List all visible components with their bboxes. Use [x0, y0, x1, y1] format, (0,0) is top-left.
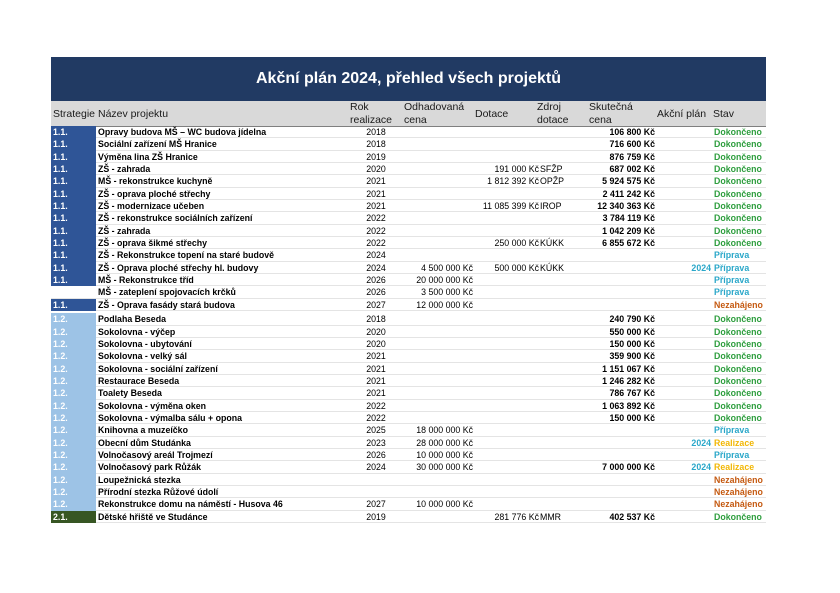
strategy-cell: 1.1. [51, 200, 96, 212]
strategy-cell: 1.2. [51, 326, 96, 338]
year-cell: 2019 [366, 511, 386, 522]
project-name-cell: Toalety Beseda [98, 388, 162, 399]
table-row [51, 286, 766, 298]
status-cell: Dokončeno [714, 213, 762, 224]
table-row [51, 350, 766, 362]
status-cell: Nezahájeno [714, 499, 763, 510]
strategy-cell: 1.2. [51, 350, 96, 362]
estimate-cell: 30 000 000 Kč [416, 462, 473, 473]
strategy-cell: 2.1. [51, 511, 96, 523]
header-year-line2: realizace [350, 114, 393, 126]
project-name-cell: ZŠ - rekonstrukce sociálních zařízení [98, 213, 253, 224]
table-row [51, 175, 766, 187]
year-cell: 2022 [366, 225, 386, 236]
header-estimate-line2: cena [404, 114, 427, 126]
status-cell: Dokončeno [714, 363, 762, 374]
status-cell: Dokončeno [714, 388, 762, 399]
actual-cost-cell: 5 924 575 Kč [602, 176, 655, 187]
year-cell: 2021 [366, 201, 386, 212]
table-row [51, 249, 766, 261]
header-estimate-line1: Odhadovaná [404, 101, 465, 113]
project-name-cell: ZŠ - modernizace učeben [98, 201, 205, 212]
strategy-cell: 1.1. [51, 126, 96, 138]
actual-cost-cell: 786 767 Kč [609, 388, 655, 399]
project-name-cell: MŠ - Rekonstrukce tříd [98, 275, 194, 286]
strategy-cell: 1.1. [51, 249, 96, 261]
strategy-cell: 1.1. [51, 151, 96, 163]
strategy-cell: 1.1. [51, 138, 96, 150]
status-cell: Nezahájeno [714, 474, 763, 485]
source-cell: IROP [540, 201, 562, 212]
year-cell: 2022 [366, 213, 386, 224]
actual-cost-cell: 7 000 000 Kč [602, 462, 655, 473]
page-title: Akční plán 2024, přehled všech projektů [51, 57, 766, 101]
project-name-cell: Rekonstrukce domu na náměstí - Husova 46 [98, 499, 283, 510]
status-cell: Dokončeno [714, 314, 762, 325]
year-cell: 2020 [366, 164, 386, 175]
status-cell: Dokončeno [714, 127, 762, 137]
table-row [51, 151, 766, 163]
source-cell: OPŽP [540, 176, 564, 187]
status-cell: Realizace [714, 462, 755, 473]
strategy-cell: 1.1. [51, 212, 96, 224]
status-cell: Dokončeno [714, 238, 762, 249]
status-cell: Příprava [714, 275, 750, 286]
year-cell: 2022 [366, 412, 386, 423]
actual-cost-cell: 12 340 363 Kč [597, 201, 655, 212]
project-name-cell: Obecní dům Studánka [98, 437, 191, 448]
year-cell: 2021 [366, 363, 386, 374]
table-row [51, 387, 766, 399]
estimate-cell: 10 000 000 Kč [416, 449, 473, 460]
project-name-cell: ZŠ - zahrada [98, 225, 151, 236]
project-name-cell: ZŠ - zahrada [98, 164, 151, 175]
project-name-cell: ZŠ - Oprava fasády stará budova [98, 299, 235, 310]
status-cell: Dokončeno [714, 201, 762, 212]
estimate-cell: 4 500 000 Kč [421, 262, 473, 273]
year-cell: 2024 [366, 262, 386, 273]
strategy-cell: 1.2. [51, 498, 96, 510]
strategy-cell: 1.1. [51, 163, 96, 175]
status-cell: Dokončeno [714, 412, 762, 423]
year-cell: 2018 [366, 139, 386, 150]
status-cell: Dokončeno [714, 225, 762, 236]
year-cell: 2019 [366, 151, 386, 162]
year-cell: 2021 [366, 176, 386, 187]
header-grant: Dotace [475, 108, 509, 120]
status-cell: Dokončeno [714, 338, 762, 349]
year-cell: 2027 [366, 499, 386, 510]
project-name-cell: Volnočasový park Růžák [98, 462, 201, 473]
year-cell: 2021 [366, 351, 386, 362]
table-row [51, 138, 766, 150]
table-row [51, 237, 766, 249]
actual-cost-cell: 1 042 209 Kč [602, 225, 655, 236]
project-name-cell: MŠ - rekonstrukce kuchyně [98, 176, 213, 187]
actual-cost-cell: 150 000 Kč [609, 338, 655, 349]
strategy-cell: 1.2. [51, 474, 96, 486]
year-cell: 2022 [366, 400, 386, 411]
table-row [51, 188, 766, 200]
status-cell: Dokončeno [714, 375, 762, 386]
status-cell: Dokončeno [714, 139, 762, 150]
grant-cell: 281 776 Kč [494, 511, 539, 522]
header-project: Název projektu [98, 108, 169, 120]
table-row [51, 449, 766, 461]
project-name-cell: Výměna lina ZŠ Hranice [98, 151, 198, 162]
year-cell: 2020 [366, 338, 386, 349]
actual-cost-cell: 876 759 Kč [609, 151, 655, 162]
table-row [51, 486, 766, 498]
estimate-cell: 20 000 000 Kč [416, 275, 473, 286]
table-row [51, 274, 766, 286]
table-row [51, 474, 766, 486]
year-cell: 2026 [366, 275, 386, 286]
grant-cell: 11 085 399 Kč [482, 201, 539, 212]
table-row [51, 424, 766, 436]
strategy-cell: 1.2. [51, 449, 96, 461]
status-cell: Dokončeno [714, 326, 762, 337]
strategy-cell: 1.2. [51, 338, 96, 350]
project-name-cell: Sokolovna - sociální zařízení [98, 363, 218, 374]
project-name-cell: Sokolovna - výměna oken [98, 400, 207, 411]
table-row [51, 163, 766, 175]
actual-cost-cell: 2 411 242 Kč [602, 188, 655, 199]
header-actual-line1: Skutečná [589, 101, 633, 113]
table-row [51, 511, 766, 523]
project-name-cell: Přírodní stezka Růžové údolí [98, 486, 219, 497]
table-row [51, 338, 766, 350]
actual-cost-cell: 6 855 672 Kč [602, 238, 655, 249]
project-name-cell: Podlaha Beseda [98, 314, 166, 325]
year-cell: 2021 [366, 375, 386, 386]
source-cell: KÚKK [540, 262, 564, 273]
estimate-cell: 12 000 000 Kč [416, 299, 473, 310]
project-name-cell: Dětské hřiště ve Studánce [98, 511, 208, 522]
actual-cost-cell: 402 537 Kč [609, 511, 655, 522]
actual-cost-cell: 550 000 Kč [609, 326, 655, 337]
year-cell: 2020 [366, 326, 386, 337]
table-row [51, 313, 766, 325]
table-row [51, 461, 766, 473]
strategy-cell: 1.1. [51, 225, 96, 237]
actual-cost-cell: 150 000 Kč [609, 412, 655, 423]
strategy-cell: 1.1. [51, 175, 96, 187]
status-cell: Dokončeno [714, 164, 762, 175]
status-cell: Dokončeno [714, 176, 762, 187]
actual-cost-cell: 359 900 Kč [609, 351, 655, 362]
strategy-cell: 1.1. [51, 188, 96, 200]
year-cell: 2018 [366, 314, 386, 325]
header-year-line1: Rok [350, 101, 369, 113]
project-name-cell: Opravy budova MŠ – WC budova jídelna [98, 127, 267, 137]
status-cell: Dokončeno [714, 188, 762, 199]
project-name-cell: Knihovna a muzeíčko [98, 425, 188, 436]
status-cell: Příprava [714, 425, 750, 436]
source-cell: MMR [540, 511, 562, 522]
actual-cost-cell: 240 790 Kč [609, 314, 655, 325]
project-name-cell: Sokolovna - ubytování [98, 338, 192, 349]
header-status: Stav [713, 108, 735, 120]
strategy-cell: 1.1. [51, 274, 96, 286]
table-row [51, 200, 766, 212]
project-name-cell: ZŠ - Rekonstrukce topení na staré budově [98, 250, 274, 261]
table-row [51, 262, 766, 274]
year-cell: 2027 [366, 299, 386, 310]
strategy-cell: 1.2. [51, 424, 96, 436]
actual-cost-cell: 1 063 892 Kč [602, 400, 655, 411]
table-row [51, 126, 766, 138]
table-header [51, 101, 766, 127]
strategy-cell: 1.1. [51, 262, 96, 274]
year-cell: 2025 [366, 425, 386, 436]
year-cell: 2026 [366, 449, 386, 460]
actual-cost-cell: 106 800 Kč [609, 127, 655, 137]
table-row [51, 363, 766, 375]
strategy-cell: 1.2. [51, 461, 96, 473]
grant-cell: 250 000 Kč [494, 238, 539, 249]
year-cell: 2018 [366, 127, 386, 137]
strategy-cell: 1.2. [51, 486, 96, 498]
year-cell: 2022 [366, 238, 386, 249]
estimate-cell: 18 000 000 Kč [416, 425, 473, 436]
status-cell: Příprava [714, 287, 750, 298]
header-actual-line2: cena [589, 114, 612, 126]
action-plan-cell: 2024 [691, 262, 711, 273]
header-strategy: Strategie [53, 108, 96, 120]
year-cell: 2023 [366, 437, 386, 448]
year-cell: 2024 [366, 250, 386, 261]
status-cell: Dokončeno [714, 151, 762, 162]
status-cell: Nezahájeno [714, 486, 763, 497]
grant-cell: 500 000 Kč [494, 262, 539, 273]
project-name-cell: Sokolovna - výčep [98, 326, 176, 337]
strategy-cell: 1.1. [51, 237, 96, 249]
grant-cell: 191 000 Kč [494, 164, 539, 175]
header-source-line2: dotace [537, 114, 569, 126]
header-plan: Akční plán [657, 108, 707, 120]
strategy-cell: 1.2. [51, 375, 96, 387]
status-cell: Dokončeno [714, 351, 762, 362]
project-name-cell: Volnočasový areál Trojmezí [98, 449, 213, 460]
status-cell: Dokončeno [714, 400, 762, 411]
strategy-cell: 1.2. [51, 313, 96, 325]
project-name-cell: MŠ - zateplení spojovacích krčků [98, 287, 236, 298]
strategy-cell: 1.2. [51, 363, 96, 375]
project-name-cell: Restaurace Beseda [98, 375, 180, 386]
action-plan-cell: 2024 [691, 462, 711, 473]
year-cell: 2021 [366, 188, 386, 199]
status-cell: Příprava [714, 449, 750, 460]
source-cell: KÚKK [540, 238, 564, 249]
strategy-cell: 1.2. [51, 387, 96, 399]
actual-cost-cell: 687 002 Kč [609, 164, 655, 175]
estimate-cell: 28 000 000 Kč [416, 437, 473, 448]
table-row [51, 412, 766, 424]
estimate-cell: 3 500 000 Kč [421, 287, 473, 298]
status-cell: Dokončeno [714, 511, 762, 522]
year-cell: 2021 [366, 388, 386, 399]
project-name-cell: Sociální zařízení MŠ Hranice [98, 139, 217, 150]
project-name-cell: Sokolovna - velký sál [98, 351, 187, 362]
action-plan-cell: 2024 [691, 437, 711, 448]
project-name-cell: ZŠ - Oprava ploché střechy hl. budovy [98, 262, 259, 273]
year-cell: 2026 [366, 287, 386, 298]
status-cell: Příprava [714, 262, 750, 273]
table-row [51, 299, 766, 311]
project-name-cell: ZŠ - oprava ploché střechy [98, 188, 211, 199]
header-source-line1: Zdroj [537, 101, 561, 113]
project-name-cell: Loupežnická stezka [98, 474, 181, 485]
table-row [51, 375, 766, 387]
table-row [51, 225, 766, 237]
year-cell: 2024 [366, 462, 386, 473]
status-cell: Příprava [714, 250, 750, 261]
estimate-cell: 10 000 000 Kč [416, 499, 473, 510]
strategy-cell: 1.2. [51, 437, 96, 449]
strategy-cell: 1.2. [51, 400, 96, 412]
projects-table [51, 126, 766, 523]
source-cell: SFŽP [540, 164, 563, 175]
table-row [51, 498, 766, 510]
actual-cost-cell: 1 246 282 Kč [602, 375, 655, 386]
status-cell: Realizace [714, 437, 755, 448]
table-row [51, 212, 766, 224]
table-row [51, 437, 766, 449]
strategy-cell: 1.1. [51, 299, 96, 311]
actual-cost-cell: 716 600 Kč [609, 139, 655, 150]
status-cell: Nezahájeno [714, 299, 763, 310]
grant-cell: 1 812 392 Kč [487, 176, 539, 187]
actual-cost-cell: 3 784 119 Kč [602, 213, 655, 224]
table-row [51, 400, 766, 412]
project-name-cell: Sokolovna - výmalba sálu + opona [98, 412, 242, 423]
actual-cost-cell: 1 151 067 Kč [602, 363, 655, 374]
strategy-cell: 1.2. [51, 412, 96, 424]
table-row [51, 326, 766, 338]
project-name-cell: ZŠ - oprava šikmé střechy [98, 238, 208, 249]
